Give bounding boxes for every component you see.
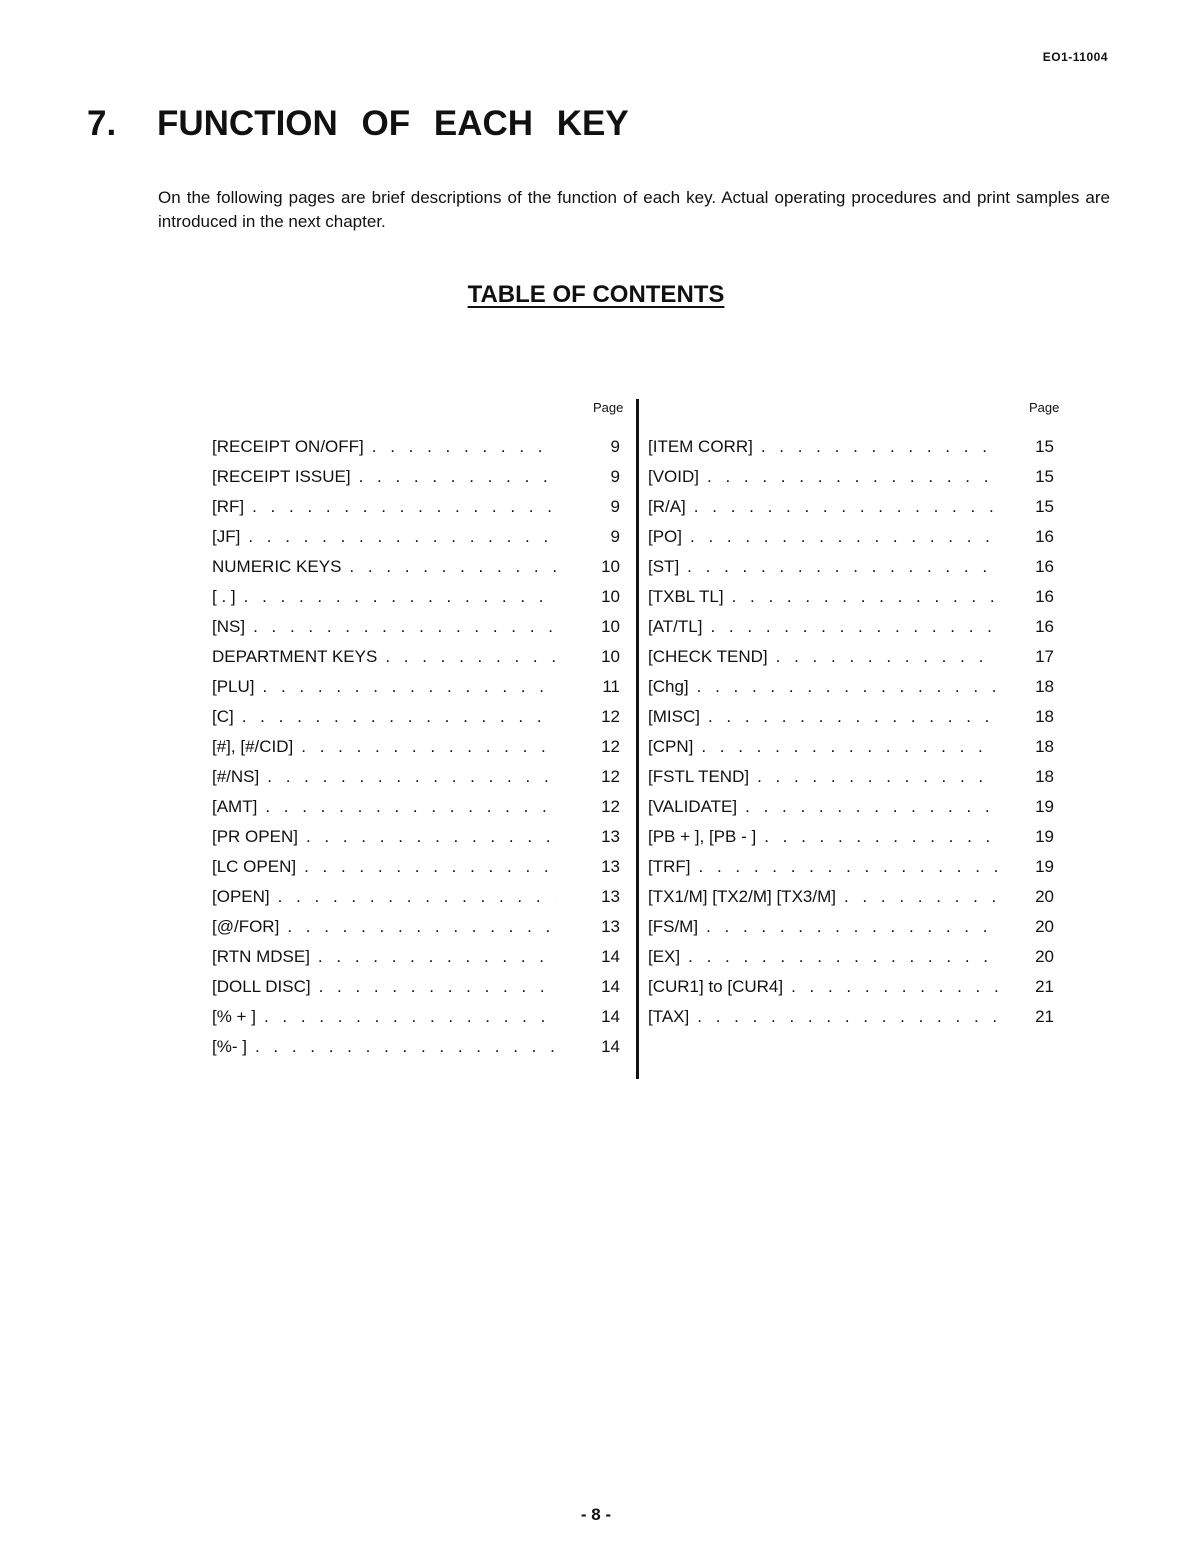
toc-entry-key: [TXBL TL] bbox=[648, 587, 724, 606]
toc-entry-leader bbox=[687, 552, 998, 582]
toc-entry-leader bbox=[690, 522, 998, 552]
toc-entry bbox=[212, 522, 620, 552]
toc-entry-key: [TX1/M] [TX2/M] [TX3/M] bbox=[648, 887, 836, 906]
toc-entry-key: [RF] bbox=[212, 497, 245, 516]
toc-entry-page: 18 bbox=[1035, 737, 1054, 756]
toc-entry bbox=[648, 732, 1054, 762]
toc-entry bbox=[212, 822, 620, 852]
toc-right-column bbox=[648, 432, 1054, 1032]
toc-entry-key: [FSTL TEND] bbox=[648, 767, 750, 786]
toc-entry bbox=[212, 762, 620, 792]
toc-entry-page: 14 bbox=[601, 1007, 620, 1026]
toc-entry-leader bbox=[278, 882, 556, 912]
left-page-column-label: Page bbox=[593, 400, 624, 415]
toc-entry-page: 20 bbox=[1035, 887, 1054, 906]
toc-entry-key: [PO] bbox=[648, 527, 683, 546]
toc-entry-page: 10 bbox=[601, 617, 620, 636]
page-number: - 8 - bbox=[580, 1505, 612, 1524]
toc-entry-leader bbox=[745, 792, 998, 822]
toc-entry-leader bbox=[263, 672, 556, 702]
toc-entry-leader bbox=[710, 612, 998, 642]
toc-entry-page: 14 bbox=[601, 1037, 620, 1056]
toc-entry-key: [RECEIPT ISSUE] bbox=[212, 467, 351, 486]
toc-entry-key: [ST] bbox=[648, 557, 680, 576]
toc-entry-leader bbox=[844, 882, 998, 912]
toc-entry-page: 12 bbox=[601, 797, 620, 816]
toc-entry bbox=[212, 612, 620, 642]
toc-entry-leader bbox=[776, 642, 998, 672]
toc-entry-page: 10 bbox=[601, 647, 620, 666]
toc-entry-leader bbox=[264, 1002, 556, 1032]
toc-entry-page: 20 bbox=[1035, 917, 1054, 936]
toc-entry-page: 15 bbox=[1035, 437, 1054, 456]
toc-entry-leader bbox=[244, 582, 556, 612]
toc-entry-page: 12 bbox=[601, 707, 620, 726]
toc-entry-key: [DOLL DISC] bbox=[212, 977, 311, 996]
toc-entry-key: [VOID] bbox=[648, 467, 700, 486]
toc-entry bbox=[212, 672, 620, 702]
toc-entry-page: 17 bbox=[1035, 647, 1054, 666]
toc-entry-leader bbox=[267, 762, 556, 792]
toc-entry-key: [JF] bbox=[212, 527, 241, 546]
toc-entry bbox=[648, 972, 1054, 1002]
toc-entry-leader bbox=[706, 912, 998, 942]
toc-entry-leader bbox=[318, 942, 556, 972]
toc-entry bbox=[648, 492, 1054, 522]
toc-entry-leader bbox=[694, 492, 998, 522]
toc-entry-page: 9 bbox=[610, 467, 620, 486]
toc-entry bbox=[212, 432, 620, 462]
toc-entry-leader bbox=[265, 792, 556, 822]
toc-entry-page: 20 bbox=[1035, 947, 1054, 966]
toc-entry-key: [% + ] bbox=[212, 1007, 256, 1026]
toc-entry-key: [AT/TL] bbox=[648, 617, 703, 636]
toc-entry-leader bbox=[708, 702, 998, 732]
right-page-column-label: Page bbox=[1029, 400, 1060, 415]
toc-entry-key: [PB + ], [PB - ] bbox=[648, 827, 757, 846]
toc-entry bbox=[212, 882, 620, 912]
toc-entry bbox=[648, 762, 1054, 792]
toc-entry-key: NUMERIC KEYS bbox=[212, 557, 342, 576]
toc-entry-leader bbox=[757, 762, 998, 792]
toc-entry-key: [R/A] bbox=[648, 497, 686, 516]
toc-entry-page: 18 bbox=[1035, 677, 1054, 696]
toc-entry-page: 16 bbox=[1035, 527, 1054, 546]
toc-entry-key: [TRF] bbox=[648, 857, 691, 876]
toc-entry bbox=[212, 792, 620, 822]
toc-entry bbox=[648, 582, 1054, 612]
toc-entry bbox=[648, 702, 1054, 732]
toc-entry-key: [#/NS] bbox=[212, 767, 260, 786]
toc-entry-key: [EX] bbox=[648, 947, 681, 966]
toc-entry bbox=[212, 972, 620, 1002]
toc-entry bbox=[648, 462, 1054, 492]
toc-entry-page: 9 bbox=[610, 497, 620, 516]
toc-entry bbox=[212, 702, 620, 732]
toc-entry bbox=[648, 942, 1054, 972]
toc-entry-key: DEPARTMENT KEYS bbox=[212, 647, 378, 666]
toc-entry-key: [RECEIPT ON/OFF] bbox=[212, 437, 364, 456]
toc-entry-leader bbox=[255, 1032, 556, 1062]
toc-entry-key: [TAX] bbox=[648, 1007, 690, 1026]
toc-entry-leader bbox=[349, 552, 556, 582]
toc-entry bbox=[212, 732, 620, 762]
toc-entry-page: 9 bbox=[610, 437, 620, 456]
toc-entry-key: [%- ] bbox=[212, 1037, 247, 1056]
toc-entry-leader bbox=[791, 972, 998, 1002]
toc-entry-leader bbox=[359, 462, 556, 492]
toc-entry bbox=[648, 522, 1054, 552]
toc-entry-leader bbox=[697, 1002, 998, 1032]
toc-entry-page: 15 bbox=[1035, 497, 1054, 516]
toc-entry-leader bbox=[248, 522, 556, 552]
toc-entry-page: 18 bbox=[1035, 767, 1054, 786]
toc-entry-key: [NS] bbox=[212, 617, 246, 636]
toc-entry-page: 21 bbox=[1035, 977, 1054, 996]
intro-paragraph: On the following pages are brief descriptions of the function of each key. Actual operating procedures and print samples are introduced in the next chapter. bbox=[158, 188, 1110, 231]
toc-entry-key: [ . ] bbox=[212, 587, 236, 606]
toc-entry bbox=[648, 612, 1054, 642]
toc-entry-key: [PLU] bbox=[212, 677, 255, 696]
toc-entry bbox=[212, 462, 620, 492]
toc-entry-key: [MISC] bbox=[648, 707, 700, 726]
toc-entry-key: [CHECK TEND] bbox=[648, 647, 768, 666]
toc-entry-key: [ITEM CORR] bbox=[648, 437, 753, 456]
toc-entry-leader bbox=[304, 852, 556, 882]
toc-entry-leader bbox=[761, 432, 998, 462]
toc-entry-key: [#], [#/CID] bbox=[212, 737, 294, 756]
toc-entry bbox=[648, 432, 1054, 462]
toc-entry bbox=[648, 852, 1054, 882]
toc-entry-page: 16 bbox=[1035, 557, 1054, 576]
toc-entry-page: 12 bbox=[601, 767, 620, 786]
toc-entry-leader bbox=[385, 642, 556, 672]
toc-entry-key: [Chg] bbox=[648, 677, 689, 696]
toc-entry-key: [AMT] bbox=[212, 797, 258, 816]
toc-entry-page: 12 bbox=[601, 737, 620, 756]
toc-entry bbox=[212, 642, 620, 672]
toc-entry bbox=[648, 552, 1054, 582]
toc-entry-key: [CPN] bbox=[648, 737, 694, 756]
toc-entry bbox=[648, 912, 1054, 942]
toc-entry-leader bbox=[306, 822, 556, 852]
column-divider bbox=[636, 399, 639, 1079]
toc-entry-leader bbox=[697, 672, 998, 702]
toc-entry-leader bbox=[701, 732, 998, 762]
toc-entry-page: 18 bbox=[1035, 707, 1054, 726]
toc-entry-page: 13 bbox=[601, 827, 620, 846]
toc-entry-leader bbox=[688, 942, 998, 972]
toc-entry bbox=[212, 492, 620, 522]
toc-entry-key: [FS/M] bbox=[648, 917, 699, 936]
document-id: EO1-11004 bbox=[1042, 50, 1108, 64]
toc-entry-page: 14 bbox=[601, 947, 620, 966]
toc-entry bbox=[648, 792, 1054, 822]
toc-heading-text: TABLE OF CONTENTS bbox=[467, 281, 725, 308]
toc-entry-leader bbox=[764, 822, 998, 852]
toc-entry-page: 13 bbox=[601, 917, 620, 936]
toc-entry-page: 9 bbox=[610, 527, 620, 546]
toc-entry-page: 16 bbox=[1035, 617, 1054, 636]
toc-entry-leader bbox=[707, 462, 998, 492]
toc-entry-key: [C] bbox=[212, 707, 234, 726]
toc-entry-page: 11 bbox=[602, 677, 620, 696]
toc-entry-page: 21 bbox=[1035, 1007, 1054, 1026]
toc-entry-page: 10 bbox=[601, 557, 620, 576]
toc-entry bbox=[212, 1002, 620, 1032]
toc-entry-key: [CUR1] to [CUR4] bbox=[648, 977, 784, 996]
toc-entry bbox=[212, 942, 620, 972]
toc-entry-leader bbox=[301, 732, 556, 762]
toc-entry-page: 13 bbox=[601, 857, 620, 876]
toc-entry-key: [LC OPEN] bbox=[212, 857, 297, 876]
chapter-title: FUNCTION OF EACH KEY bbox=[157, 104, 629, 143]
toc-entry-key: [@/FOR] bbox=[212, 917, 280, 936]
toc-entry bbox=[648, 882, 1054, 912]
toc-entry-page: 14 bbox=[601, 977, 620, 996]
toc-entry bbox=[648, 642, 1054, 672]
toc-entry-leader bbox=[242, 702, 556, 732]
toc-entry-leader bbox=[253, 612, 556, 642]
toc-entry-page: 16 bbox=[1035, 587, 1054, 606]
toc-entry-key: [PR OPEN] bbox=[212, 827, 298, 846]
toc-entry-key: [VALIDATE] bbox=[648, 797, 738, 816]
toc-entry bbox=[648, 822, 1054, 852]
chapter-number: 7. bbox=[87, 104, 117, 143]
chapter-heading bbox=[87, 104, 629, 144]
toc-entry bbox=[648, 1002, 1054, 1032]
toc-entry-page: 19 bbox=[1035, 797, 1054, 816]
toc-entry-leader bbox=[372, 432, 556, 462]
toc-entry-page: 19 bbox=[1035, 827, 1054, 846]
toc-entry bbox=[212, 852, 620, 882]
toc-entry bbox=[212, 912, 620, 942]
toc-entry-leader bbox=[319, 972, 556, 1002]
toc-entry-leader bbox=[252, 492, 556, 522]
toc-heading bbox=[0, 281, 1192, 309]
toc-left-column bbox=[212, 432, 620, 1062]
toc-entry-key: [RTN MDSE] bbox=[212, 947, 310, 966]
toc-entry-page: 10 bbox=[601, 587, 620, 606]
toc-entry-page: 13 bbox=[601, 887, 620, 906]
toc-entry-leader bbox=[287, 912, 556, 942]
toc-entry-leader bbox=[699, 852, 999, 882]
toc-entry-page: 19 bbox=[1035, 857, 1054, 876]
toc-entry bbox=[212, 1032, 620, 1062]
toc-entry-leader bbox=[732, 582, 998, 612]
toc-entry bbox=[648, 672, 1054, 702]
toc-entry-page: 15 bbox=[1035, 467, 1054, 486]
toc-entry bbox=[212, 582, 620, 612]
toc-entry bbox=[212, 552, 620, 582]
toc-entry-key: [OPEN] bbox=[212, 887, 270, 906]
